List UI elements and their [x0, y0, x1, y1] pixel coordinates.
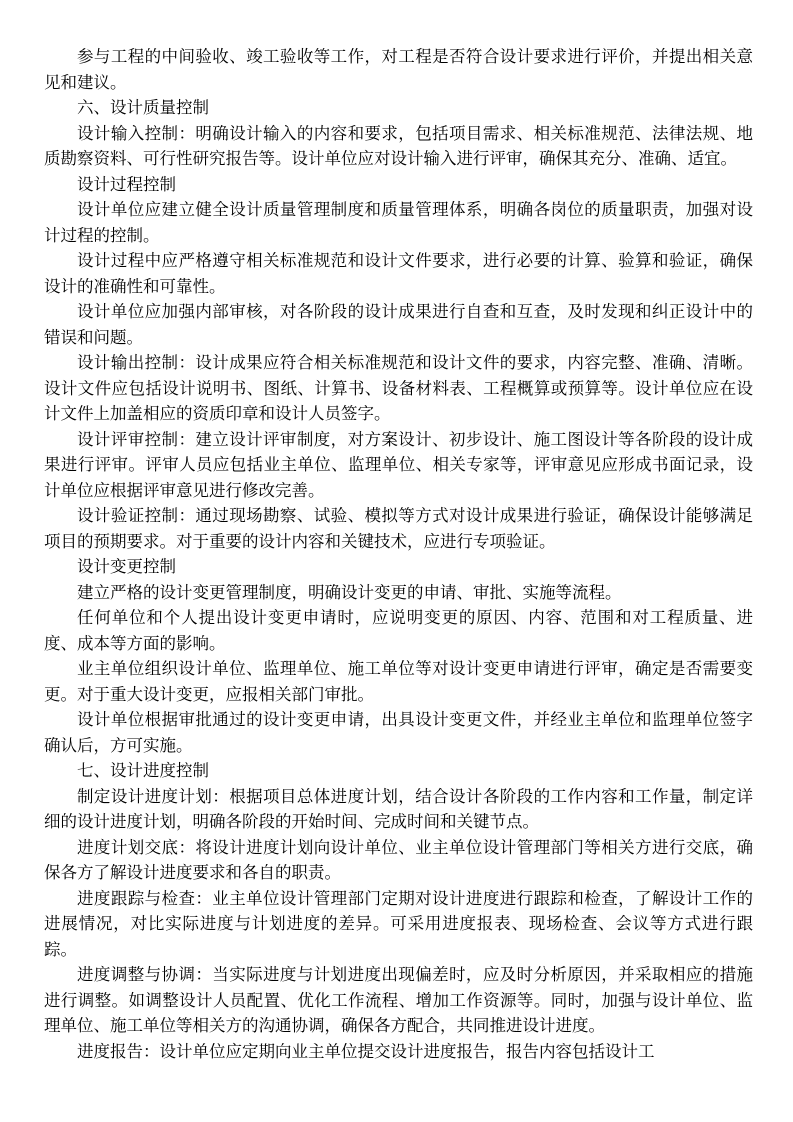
section-heading: 七、设计进度控制: [77, 761, 209, 780]
subsection-heading: 设计过程控制: [77, 174, 176, 194]
paragraph: 任何单位和个人提出设计变更申请时，应说明变更的原因、内容、范围和对工程质量、进度、成本等方面的影响。: [44, 608, 753, 653]
paragraph: 设计单位应建立健全设计质量管理制度和质量管理体系，明确各岗位的质量职责，加强对设计过程的控制。: [44, 200, 753, 245]
paragraph: 参与工程的中间验收、竣工验收等工作，对工程是否符合设计要求进行评价，并提出相关意见和建议。: [44, 47, 753, 92]
paragraph: 设计单位应加强内部审核，对各阶段的设计成果进行自查和互查，及时发现和纠正设计中的错误和问题。: [44, 302, 753, 347]
paragraph: 设计过程中应严格遵守相关标准规范和设计文件要求，进行必要的计算、验算和验证，确保设计的准确性和可靠性。: [44, 251, 753, 296]
subsection-heading: 设计变更控制: [77, 557, 176, 576]
section-heading: 六、设计质量控制: [77, 98, 209, 117]
paragraph: 设计评审控制：建立设计评审制度，对方案设计、初步设计、施工图设计等各阶段的设计成果进行评审。评审人员应包括业主单位、监理单位、相关专家等，评审意见应形成书面记录，设计单位应根据评审意见进行修改完善。: [44, 429, 753, 500]
paragraph: 进度调整与协调：当实际进度与计划进度出现偏差时，应及时分析原因，并采取相应的措施进行调整。如调整设计人员配置、优化工作流程、增加工作资源等。同时，加强与设计单位、监理单位、施工单位等相关方的沟通协调，确保各方配合，共同推进设计进度。: [44, 965, 753, 1035]
paragraph: 制定设计进度计划：根据项目总体进度计划，结合设计各阶段的工作内容和工作量，制定详细的设计进度计划，明确各阶段的开始时间、完成时间和关键节点。: [44, 786, 753, 831]
paragraph: 设计验证控制：通过现场勘察、试验、模拟等方式对设计成果进行验证，确保设计能够满足项目的预期要求。对于重要的设计内容和关键技术，应进行专项验证。: [44, 506, 753, 551]
paragraph: 业主单位组织设计单位、监理单位、施工单位等对设计变更申请进行评审，确定是否需要变更。对于重大设计变更，应报相关部门审批。: [44, 659, 753, 704]
paragraph: 设计单位根据审批通过的设计变更申请，出具设计变更文件，并经业主单位和监理单位签字确认后，方可实施。: [44, 710, 753, 755]
paragraph: 建立严格的设计变更管理制度，明确设计变更的申请、审批、实施等流程。: [77, 582, 622, 602]
paragraph: 进度跟踪与检查：业主单位设计管理部门定期对设计进度进行跟踪和检查，了解设计工作的进展情况，对比实际进度与计划进度的差异。可采用进度报表、现场检查、会议等方式进行跟踪。: [44, 888, 753, 959]
paragraph: 设计输出控制：设计成果应符合相关标准规范和设计文件的要求，内容完整、准确、清晰。设计文件应包括设计说明书、图纸、计算书、设备材料表、工程概算或预算等。设计单位应在设计文件上加盖相应的资质印章和设计人员签字。: [44, 353, 753, 423]
paragraph: 进度计划交底：将设计进度计划向设计单位、业主单位设计管理部门等相关方进行交底，确保各方了解设计进度要求和各自的职责。: [44, 837, 753, 882]
paragraph: 进度报告：设计单位应定期向业主单位提交设计进度报告，报告内容包括设计工: [77, 1041, 655, 1061]
paragraph: 设计输入控制：明确设计输入的内容和要求，包括项目需求、相关标准规范、法律法规、地质勘察资料、可行性研究报告等。设计单位应对设计输入进行评审，确保其充分、准确、适宜。: [44, 123, 753, 168]
